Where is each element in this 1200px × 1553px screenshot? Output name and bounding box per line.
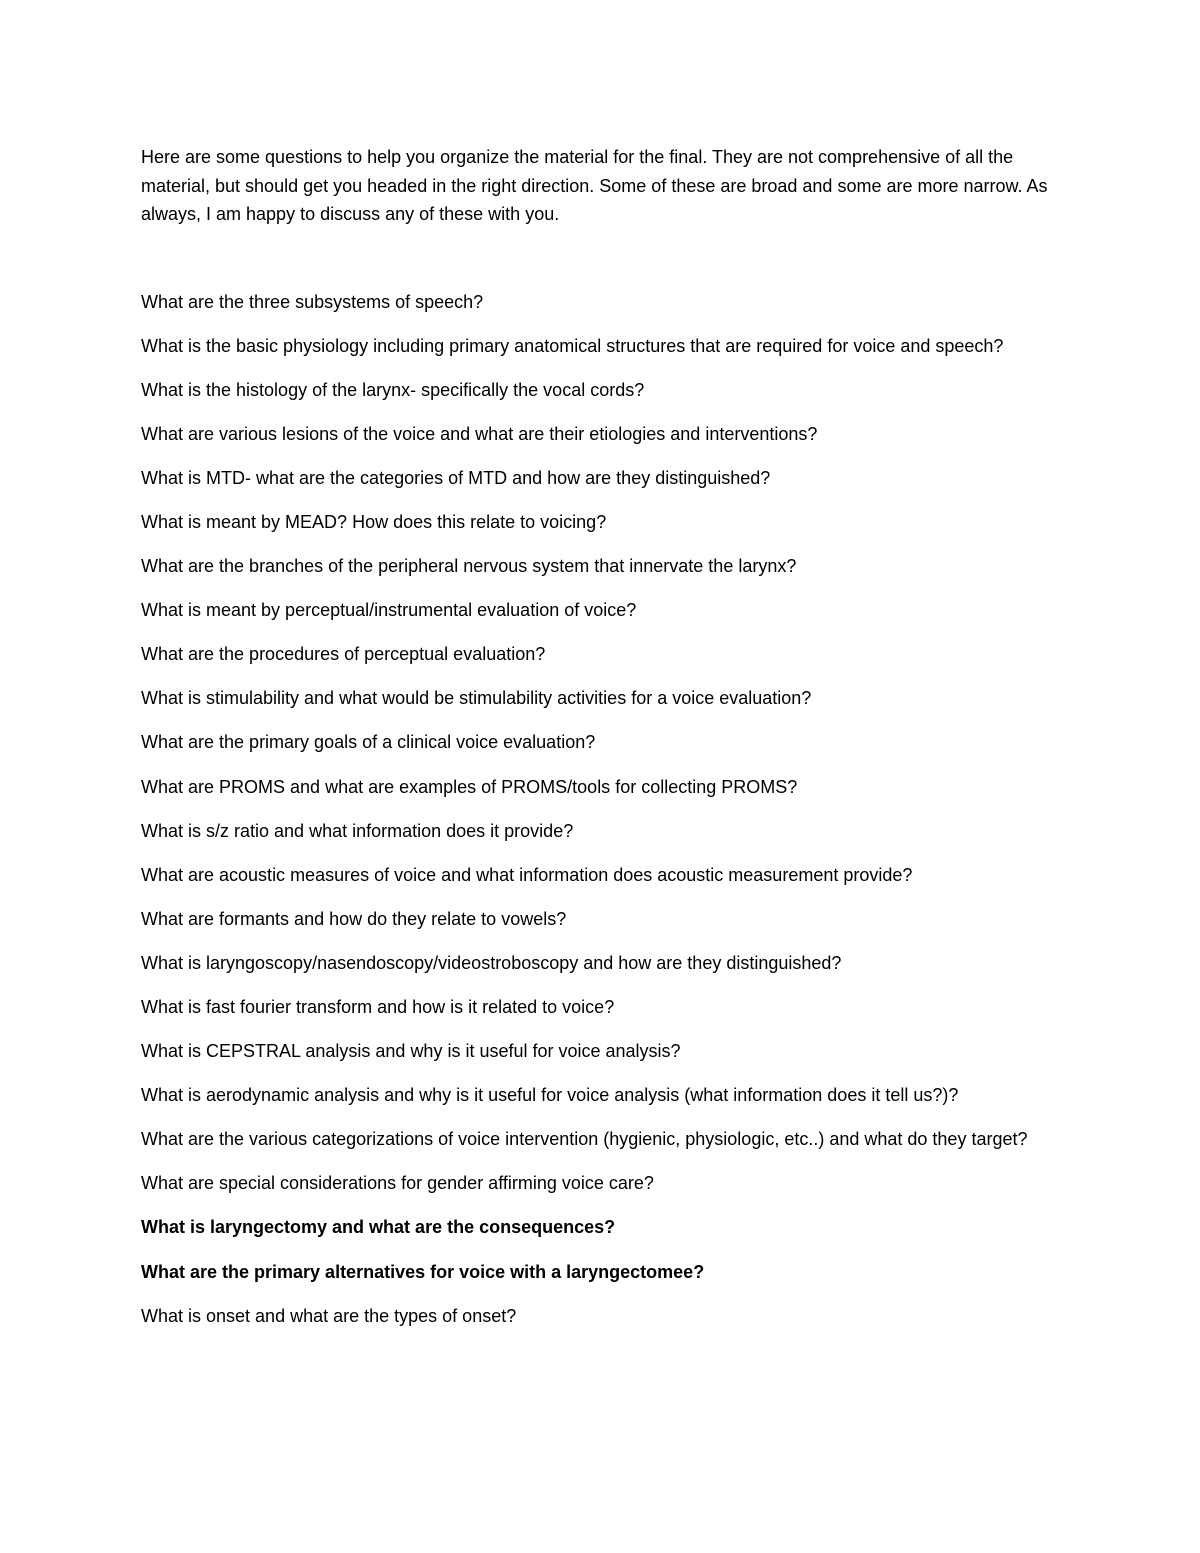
question-item: What are the procedures of perceptual evaluation?	[141, 644, 546, 665]
question-item: What is s/z ratio and what information does it provide?	[141, 820, 574, 841]
question-item: What are the various categorizations of voice intervention (hygienic, physiologic, etc..) and what do they target?	[141, 1129, 1028, 1150]
question-item: What are special considerations for gender affirming voice care?	[141, 1173, 654, 1194]
question-item: What is laryngectomy and what are the consequences?	[141, 1217, 616, 1238]
question-item: What is the basic physiology including primary anatomical structures that are required for voice and speech?	[141, 335, 1004, 356]
question-item: What are formants and how do they relate to vowels?	[141, 908, 567, 929]
question-item: What are the three subsystems of speech?	[141, 291, 484, 312]
question-item: What are the primary alternatives for voice with a laryngectomee?	[141, 1261, 705, 1282]
question-item: What are the primary goals of a clinical voice evaluation?	[141, 732, 596, 753]
question-item: What are various lesions of the voice and what are their etiologies and interventions?	[141, 423, 818, 444]
question-list	[141, 288, 1071, 1331]
intro-paragraph: Here are some questions to help you organize the material for the final. They are not comprehensive of all the material, but should get you headed in the right direction. Some of these are broad and some are more narrow. As always, I am happy to discuss any of these with you.	[141, 147, 1048, 224]
question-item: What is the histology of the larynx- specifically the vocal cords?	[141, 379, 645, 400]
question-item: What are acoustic measures of voice and what information does acoustic measurement provide?	[141, 864, 913, 885]
question-item: What is MTD- what are the categories of MTD and how are they distinguished?	[141, 467, 771, 488]
question-item: What is stimulability and what would be stimulability activities for a voice evaluation?	[141, 688, 812, 709]
question-item: What is fast fourier transform and how is it related to voice?	[141, 997, 615, 1017]
question-item: What is onset and what are the types of onset?	[141, 1305, 517, 1326]
question-item: What is CEPSTRAL analysis and why is it useful for voice analysis?	[141, 1041, 681, 1062]
question-item: What are the branches of the peripheral nervous system that innervate the larynx?	[141, 556, 797, 577]
question-item: What is laryngoscopy/nasendoscopy/videostroboscopy and how are they distinguished?	[141, 952, 842, 973]
question-item: What is meant by MEAD? How does this relate to voicing?	[141, 511, 607, 532]
question-item: What is aerodynamic analysis and why is it useful for voice analysis (what information does it tell us?)?	[141, 1085, 959, 1106]
question-item: What are PROMS and what are examples of PROMS/tools for collecting PROMS?	[141, 776, 798, 797]
question-item: What is meant by perceptual/instrumental evaluation of voice?	[141, 600, 637, 621]
document-page	[141, 143, 1071, 1346]
